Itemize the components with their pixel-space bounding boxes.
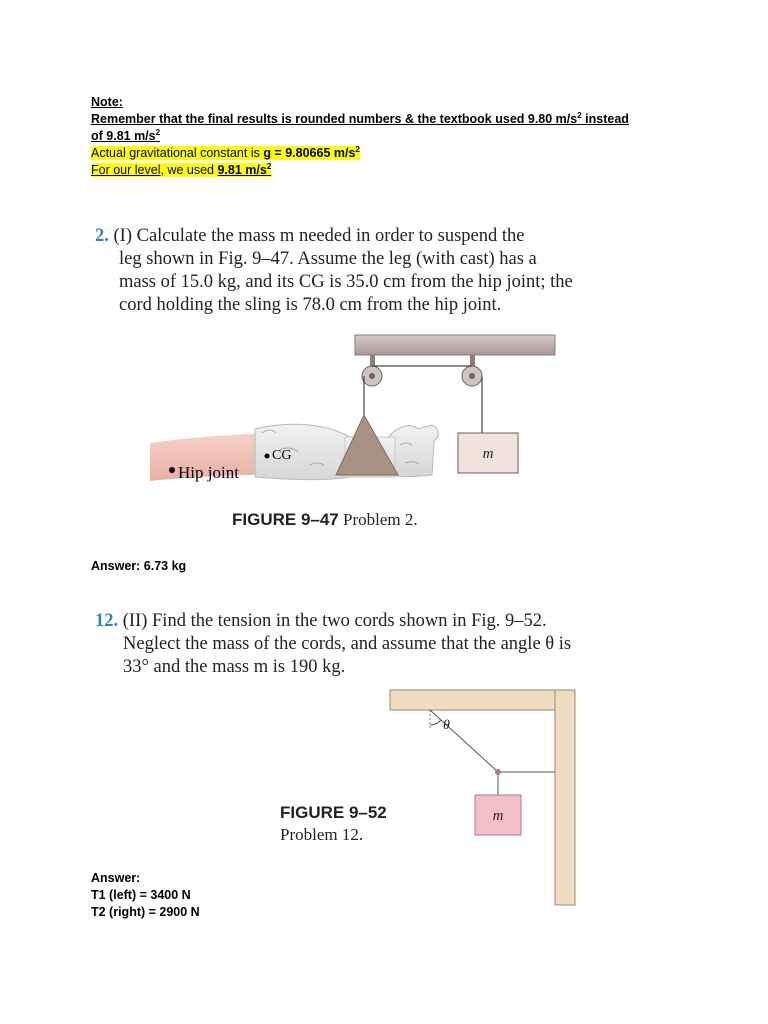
note-heading: Note: [91, 95, 123, 109]
problem-12-text: 12. (II) Find the tension in the two cords shown in Fig. 9–52. Neglect the mass of the cords, and assume that the angle θ is 33° and the mass m is 190 kg. [95, 611, 572, 677]
note-highlight-3: Actual gravitational constant is g = 9.80665 $m/s^2$ [91, 144, 360, 160]
problem-2-text: 2. (I) Calculate the mass m needed in order to suspend the leg shown in Fig. 9–47. Assume the leg (with cast) has a mass of 15.0 kg, and its CG is 35.0 cm from the hip joint; the cord holding the sling is 78.0 cm from the hip joint. [95, 226, 573, 315]
mass-block-label: m [492, 808, 504, 824]
figure-9-52-problem: Problem 12. [280, 825, 364, 844]
hip-joint-label: Hip joint [178, 463, 239, 482]
answer-problem-2: Answer: 6.73 kg [91, 559, 187, 573]
figure-9-47 [150, 325, 560, 505]
right-wall [555, 690, 575, 905]
answer-12-t1: T1 (left) = 3400 N [91, 888, 191, 902]
knot [495, 769, 501, 775]
cord-left [430, 710, 498, 772]
problem-2-number: 2. [95, 226, 109, 246]
answer-12-t2: T2 (right) = 2900 N [91, 905, 200, 919]
hip-joint-dot [169, 467, 175, 473]
figure-9-52 [385, 685, 585, 910]
figure-9-52-label: FIGURE 9–52 [280, 803, 387, 822]
figure-9-47-label: FIGURE 9–47 [232, 510, 339, 529]
figure-9-52-caption [280, 802, 387, 846]
note-line-2: of 9.81 $m/s^2$ [91, 127, 161, 143]
note-line-4 [91, 162, 691, 179]
ceiling-beam [355, 335, 555, 355]
figure-9-47-caption [232, 510, 418, 530]
note-block [91, 94, 691, 179]
cg-dot [265, 454, 270, 459]
leg-cast [255, 424, 350, 479]
problem-12-number: 12. [95, 611, 119, 631]
answer-12-heading: Answer: [91, 871, 141, 885]
note-line-3 [91, 145, 691, 162]
theta-label: θ [443, 718, 450, 733]
figure-9-47-problem: Problem 2. [343, 510, 418, 529]
note-line-1: Remember that the final results is rounded numbers & the textbook used 9.80 $m/s^2$ instead [91, 110, 629, 126]
cg-label: CG [272, 448, 292, 463]
answer-problem-12 [91, 870, 200, 921]
foot-cast [390, 425, 438, 477]
hanging-mass-label: m [482, 446, 494, 462]
note-highlight-4: For our level, we used 9.81 $m/s^2$ [91, 161, 272, 177]
ceiling [390, 690, 575, 710]
